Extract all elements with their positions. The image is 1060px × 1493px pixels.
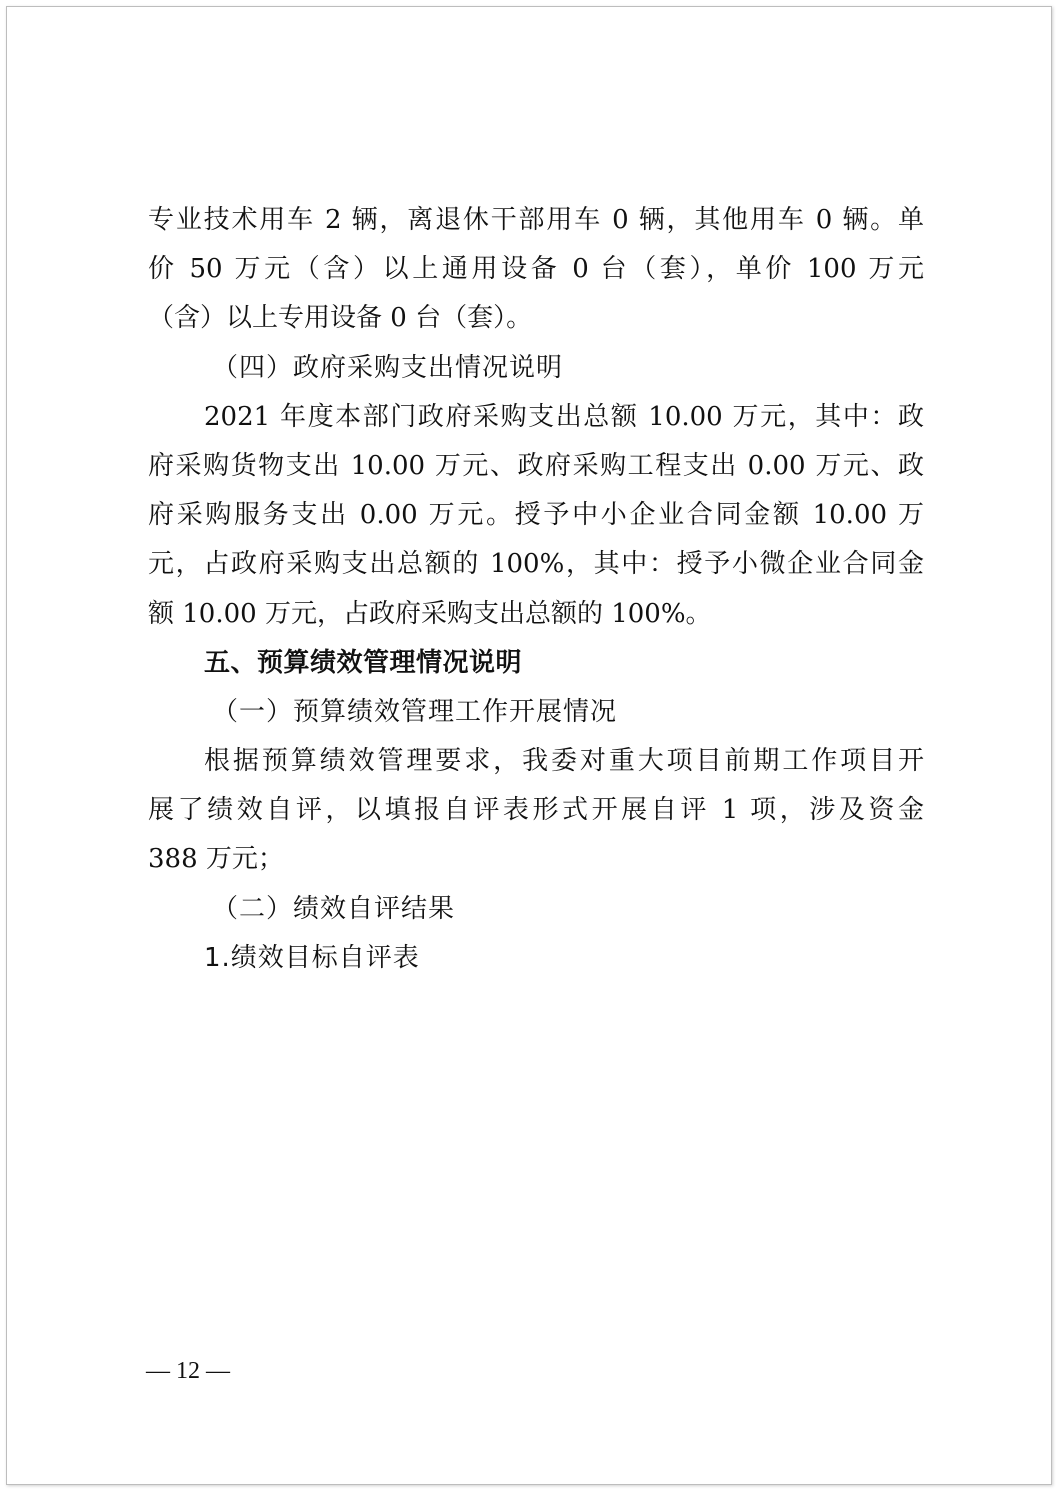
- paragraph-line: 府采购服务支出 0.00 万元。授予中小企业合同金额 10.00 万: [148, 500, 924, 531]
- list-item-heading: 1.绩效目标自评表: [204, 942, 420, 973]
- paragraph-line: （含）以上专用设备 0 台（套）。: [148, 303, 533, 334]
- paragraph-line: 专业技术用车 2 辆，离退休干部用车 0 辆，其他用车 0 辆。单: [148, 205, 924, 235]
- paragraph-line: 388 万元；: [148, 844, 284, 875]
- paragraph-line: 2021 年度本部门政府采购支出总额 10.00 万元，其中：政: [204, 401, 924, 432]
- paragraph-line: 府采购货物支出 10.00 万元、政府采购工程支出 0.00 万元、政: [148, 450, 924, 481]
- document-body: [148, 196, 924, 983]
- paragraph-line: 元，占政府采购支出总额的 100%，其中：授予小微企业合同金: [148, 549, 924, 580]
- section-subheading: （四）政府采购支出情况说明: [212, 352, 564, 383]
- section-subheading: （二）绩效自评结果: [212, 893, 456, 924]
- section-subheading: （一）预算绩效管理工作开展情况: [212, 696, 618, 727]
- paragraph-line: 展了绩效自评，以填报自评表形式开展自评 1 项，涉及资金: [148, 795, 924, 826]
- paragraph-line: 价 50 万元（含）以上通用设备 0 台（套），单价 100 万元: [148, 254, 924, 285]
- page-number: — 12 —: [146, 1358, 230, 1384]
- paragraph-line: 根据预算绩效管理要求，我委对重大项目前期工作项目开: [204, 746, 924, 777]
- paragraph-line: 额 10.00 万元，占政府采购支出总额的 100%。: [148, 598, 712, 629]
- section-heading: 五、预算绩效管理情况说明: [204, 647, 523, 678]
